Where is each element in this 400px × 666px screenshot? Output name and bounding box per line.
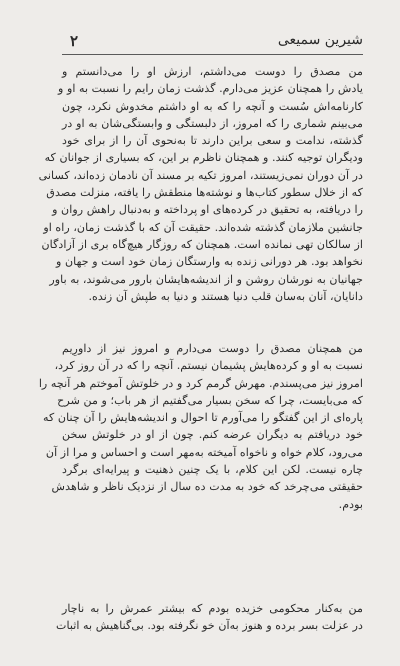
text-line: من به‌کنار محکومی خزیده بودم که بیشتر عمرش را به ناچار — [62, 602, 363, 615]
text-line: ودیگران توجیه کنند. و همچنان ناظرم بر این، که بسیاری از جوانان که — [44, 151, 363, 165]
running-head: شیرین سمیعی — [277, 32, 363, 48]
text-line: در آن دوران نمی‌زیستند، امروز تکیه بر مسند آن نادمان زده‌اند، کسانی — [38, 168, 363, 182]
text-line: من همچنان مصدق را دوست می‌دارم و امروز نیز از داورِیم — [62, 342, 363, 355]
text-line: بودم. — [338, 497, 363, 511]
paragraph-1 — [38, 63, 363, 305]
text-line: جهانیان به نورشان روشن و از اندیشه‌هایشان بارور می‌شوند، به باور — [49, 272, 363, 286]
text-line: امروز نیز می‌پسندم. مهرش گرمم کرد و در خلوتش آموختم هر آنچه را — [38, 376, 363, 390]
text-line: می‌رود، کلام خواه و ناخواه آمیخته به‌مهر است و احساس و مرا از آن — [45, 445, 363, 459]
text-line: می‌بینم شماری را که امروز، از دلبستگی و وابستگی‌شان به او در — [62, 116, 363, 130]
text-line: نخواهد بود. هر دورانی زنده به وارستگان زمان خود است و جهان و — [55, 255, 363, 269]
text-line: چاره نیست. لکن این کلام، با یک چنین ذهنیت و پیرایه‌ای برگرد — [62, 463, 363, 477]
page-number: ٢ — [70, 32, 79, 50]
text-line: کارنامه‌اش سُست و آنچه را که به او داشتم مخدوش نکرد، چون — [62, 99, 363, 113]
paragraph-2 — [38, 340, 363, 513]
text-line: گذشته، ندامت و سعی براین دارند تا به‌نحوی آن را از برای خود — [62, 134, 363, 148]
paragraph-3 — [55, 600, 363, 635]
text-line: حقیقتی می‌چرخد که خود به مدت ده سال از نزدیک ناظر و شاهدش — [51, 480, 363, 494]
text-line: که می‌بایست، چرا که سخن بسیار می‌گفتیم از هر باب؛ و من شرح — [57, 393, 363, 407]
text-line: یادش را همچنان عزیز می‌دارم. گذشت زمان رایم را نسبت به او و — [57, 82, 363, 96]
text-line: که از خلال سطور کتاب‌ها و نوشته‌ها منطقش را یافته، منزلت مصدق — [46, 186, 363, 200]
text-line: از سالکان تهی نمانده است. همچنان که روزگار هیچ‌گاه بری از آزادگان — [41, 237, 363, 251]
text-line: دانایان، آنان به‌سان قلب دنیا هستند و دنیا به طپش آن زنده. — [88, 289, 363, 303]
text-line: خود دریافتم به دیگران عرضه کنم. چون از او در خلوتش سخن — [62, 428, 363, 442]
text-line: جانشین ملازمان گذشته شده‌اند. حقیقت آن که با گذشت زمان، راه او — [43, 220, 363, 234]
page-header — [62, 30, 363, 55]
text-line: در عزلت بسر برده و هنوز به‌آن خو نگرفته بود. بی‌گناهیش به اثبات — [55, 619, 363, 633]
text-line: نسبت به او و کرده‌هایش پشیمان نیستم. آنچه را که در آن روز کرد، — [54, 359, 363, 373]
text-line: را دریافته، به تحقیق در کرده‌های او پرداخته و به‌دنبال راهش روان و — [52, 203, 363, 217]
text-line: پاره‌ای از این گفتگو را می‌آورم تا احوال و اندیشه‌هایش را آن چنان که — [42, 411, 363, 425]
text-line: من مصدق را دوست می‌داشتم، ارزش او را می‌دانستم و — [62, 65, 363, 78]
